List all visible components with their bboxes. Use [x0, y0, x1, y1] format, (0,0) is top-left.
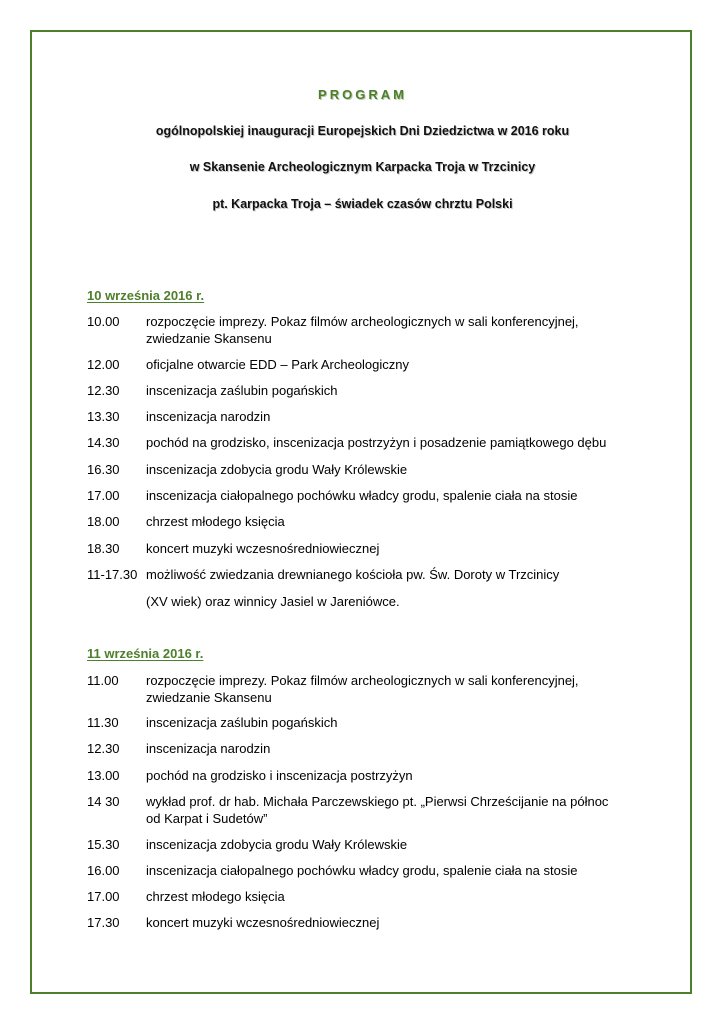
item-text: wykład prof. dr hab. Michała Parczewskiego pt. „Pierwsi Chrześcijanie na północ od Karpat i Sudetów”: [146, 794, 609, 826]
item-text: koncert muzyki wczesnośredniowiecznej: [146, 915, 380, 930]
item-time: 14 30: [87, 794, 120, 809]
item-time: 15.30: [87, 837, 120, 852]
item-text: rozpoczęcie imprezy. Pokaz filmów archeologicznych w sali konferencyjnej, zwiedzanie Skansenu: [146, 673, 579, 705]
item-text: inscenizacja narodzin: [146, 741, 271, 756]
item-text: pochód na grodzisko i inscenizacja postrzyżyn: [146, 768, 413, 783]
day1-date-heading: 10 września 2016 r.: [87, 288, 205, 303]
item-time: 13.00: [87, 768, 120, 783]
item-time: 16.00: [87, 863, 120, 878]
item-time: 17.00: [87, 488, 120, 503]
item-text: rozpoczęcie imprezy. Pokaz filmów archeologicznych w sali konferencyjnej, zwiedzanie Skansenu: [146, 314, 579, 346]
subtitle-line-2: w Skansenie Archeologicznym Karpacka Troja w Trzcinicy: [189, 160, 536, 174]
item-time: 16.30: [87, 462, 120, 477]
item-text: inscenizacja ciałopalnego pochówku władcy grodu, spalenie ciała na stosie: [146, 863, 578, 878]
item-text: koncert muzyki wczesnośredniowiecznej: [146, 541, 380, 556]
day2-date-heading: 11 września 2016 r.: [87, 646, 204, 661]
item-time: 18.30: [87, 541, 120, 556]
item-text: inscenizacja zdobycia grodu Wały Królewskie: [146, 462, 408, 477]
subtitle-line-1: ogólnopolskiej inauguracji Europejskich Dni Dziedzictwa w 2016 roku: [155, 124, 570, 138]
item-time: 12.00: [87, 357, 120, 372]
item-time: 13.30: [87, 409, 120, 424]
item-time: 12.30: [87, 383, 120, 398]
item-time: 12.30: [87, 741, 120, 756]
item-text: pochód na grodzisko, inscenizacja postrzyżyn i posadzenie pamiątkowego dębu: [146, 435, 607, 450]
item-time: 11.00: [87, 673, 119, 688]
item-text: oficjalne otwarcie EDD – Park Archeologiczny: [146, 357, 410, 372]
item-text: chrzest młodego księcia: [146, 889, 285, 904]
item-time: 18.00: [87, 514, 120, 529]
item-time: 17.00: [87, 889, 120, 904]
item-text: możliwość zwiedzania drewnianego kościoła pw. Św. Doroty w Trzcinicy: [146, 567, 560, 582]
item-text: inscenizacja zaślubin pogańskich: [146, 715, 338, 730]
item-text: inscenizacja ciałopalnego pochówku władcy grodu, spalenie ciała na stosie: [146, 488, 578, 503]
item-time: 10.00: [87, 314, 120, 329]
item-time: 11-17.30: [87, 567, 138, 582]
item-time: 14.30: [87, 435, 120, 450]
program-title: PROGRAM: [318, 87, 407, 102]
item-text: chrzest młodego księcia: [146, 514, 285, 529]
item-text: inscenizacja narodzin: [146, 409, 271, 424]
subtitle-line-3: pt. Karpacka Troja – świadek czasów chrztu Polski: [212, 197, 513, 211]
item-text: inscenizacja zaślubin pogańskich: [146, 383, 338, 398]
item-time: 11.30: [87, 715, 119, 730]
item-text: (XV wiek) oraz winnicy Jasiel w Jareniówce.: [146, 594, 400, 609]
item-text: inscenizacja zdobycia grodu Wały Królewskie: [146, 837, 408, 852]
item-time: 17.30: [87, 915, 120, 930]
